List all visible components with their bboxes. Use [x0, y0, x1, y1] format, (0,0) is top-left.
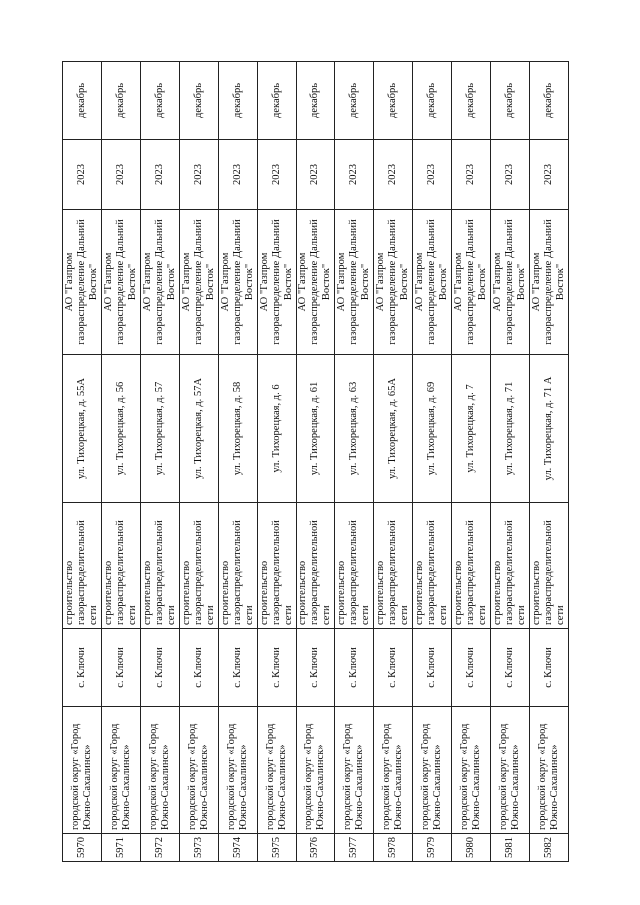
gas-network-table	[62, 61, 569, 862]
organization-cell: АО "Газпром газораспределение Дальний Восток"	[452, 210, 491, 355]
organization-cell: АО "Газпром газораспределение Дальний Восток"	[491, 210, 530, 355]
village-cell: с. Ключи	[491, 629, 530, 707]
rotated-table-wrapper	[62, 62, 569, 862]
year-cell: 2023	[179, 140, 218, 210]
row-number: 5977	[335, 834, 374, 862]
month-cell: декабрь	[257, 62, 296, 140]
municipality-cell: городской округ «Город Южно-Сахалинск»	[179, 707, 218, 834]
table-body	[63, 62, 569, 862]
organization-cell: АО "Газпром газораспределение Дальний Восток"	[296, 210, 335, 355]
month-cell: декабрь	[374, 62, 413, 140]
year-cell: 2023	[530, 140, 569, 210]
organization-cell: АО "Газпром газораспределение Дальний Восток"	[63, 210, 102, 355]
month-cell: декабрь	[140, 62, 179, 140]
work-type-cell: строительство газораспределительной сети	[530, 503, 569, 629]
address-cell: ул. Тихорецкая, д. 63	[335, 355, 374, 503]
municipality-cell: городской округ «Город Южно-Сахалинск»	[218, 707, 257, 834]
address-cell: ул. Тихорецкая, д. 7	[452, 355, 491, 503]
municipality-cell: городской округ «Город Южно-Сахалинск»	[140, 707, 179, 834]
year-cell: 2023	[296, 140, 335, 210]
municipality-cell: городской округ «Город Южно-Сахалинск»	[296, 707, 335, 834]
month-cell: декабрь	[491, 62, 530, 140]
village-cell: с. Ключи	[530, 629, 569, 707]
row-number: 5975	[257, 834, 296, 862]
month-cell: декабрь	[63, 62, 102, 140]
organization-cell: АО "Газпром газораспределение Дальний Восток"	[413, 210, 452, 355]
row-number: 5971	[101, 834, 140, 862]
table-row	[491, 62, 530, 862]
year-cell: 2023	[491, 140, 530, 210]
village-cell: с. Ключи	[335, 629, 374, 707]
table-row	[413, 62, 452, 862]
village-cell: с. Ключи	[63, 629, 102, 707]
table-row	[335, 62, 374, 862]
municipality-cell: городской округ «Город Южно-Сахалинск»	[257, 707, 296, 834]
row-number: 5980	[452, 834, 491, 862]
month-cell: декабрь	[335, 62, 374, 140]
row-number: 5981	[491, 834, 530, 862]
address-cell: ул. Тихорецкая, д. 69	[413, 355, 452, 503]
table-row	[257, 62, 296, 862]
organization-cell: АО "Газпром газораспределение Дальний Восток"	[257, 210, 296, 355]
year-cell: 2023	[257, 140, 296, 210]
row-number: 5976	[296, 834, 335, 862]
work-type-cell: строительство газораспределительной сети	[374, 503, 413, 629]
municipality-cell: городской округ «Город Южно-Сахалинск»	[335, 707, 374, 834]
work-type-cell: строительство газораспределительной сети	[452, 503, 491, 629]
work-type-cell: строительство газораспределительной сети	[296, 503, 335, 629]
municipality-cell: городской округ «Город Южно-Сахалинск»	[374, 707, 413, 834]
year-cell: 2023	[374, 140, 413, 210]
work-type-cell: строительство газораспределительной сети	[218, 503, 257, 629]
organization-cell: АО "Газпром газораспределение Дальний Восток"	[335, 210, 374, 355]
municipality-cell: городской округ «Город Южно-Сахалинск»	[63, 707, 102, 834]
row-number: 5970	[63, 834, 102, 862]
month-cell: декабрь	[179, 62, 218, 140]
table-row	[140, 62, 179, 862]
organization-cell: АО "Газпром газораспределение Дальний Восток"	[101, 210, 140, 355]
row-number: 5972	[140, 834, 179, 862]
row-number: 5979	[413, 834, 452, 862]
address-cell: ул. Тихорецкая, д. 57	[140, 355, 179, 503]
address-cell: ул. Тихорецкая, д. 56	[101, 355, 140, 503]
table-row	[63, 62, 102, 862]
village-cell: с. Ключи	[140, 629, 179, 707]
table-row	[374, 62, 413, 862]
work-type-cell: строительство газораспределительной сети	[257, 503, 296, 629]
village-cell: с. Ключи	[296, 629, 335, 707]
work-type-cell: строительство газораспределительной сети	[101, 503, 140, 629]
organization-cell: АО "Газпром газораспределение Дальний Восток"	[374, 210, 413, 355]
municipality-cell: городской округ «Город Южно-Сахалинск»	[413, 707, 452, 834]
village-cell: с. Ключи	[413, 629, 452, 707]
municipality-cell: городской округ «Город Южно-Сахалинск»	[452, 707, 491, 834]
year-cell: 2023	[101, 140, 140, 210]
municipality-cell: городской округ «Город Южно-Сахалинск»	[101, 707, 140, 834]
month-cell: декабрь	[413, 62, 452, 140]
work-type-cell: строительство газораспределительной сети	[335, 503, 374, 629]
address-cell: ул. Тихорецкая, д. 65А	[374, 355, 413, 503]
table-row	[218, 62, 257, 862]
village-cell: с. Ключи	[218, 629, 257, 707]
village-cell: с. Ключи	[374, 629, 413, 707]
table-row	[296, 62, 335, 862]
work-type-cell: строительство газораспределительной сети	[179, 503, 218, 629]
organization-cell: АО "Газпром газораспределение Дальний Восток"	[218, 210, 257, 355]
table-row	[179, 62, 218, 862]
row-number: 5974	[218, 834, 257, 862]
municipality-cell: городской округ «Город Южно-Сахалинск»	[491, 707, 530, 834]
village-cell: с. Ключи	[101, 629, 140, 707]
month-cell: декабрь	[296, 62, 335, 140]
address-cell: ул. Тихорецкая, д. 57А	[179, 355, 218, 503]
month-cell: декабрь	[101, 62, 140, 140]
table-row	[452, 62, 491, 862]
municipality-cell: городской округ «Город Южно-Сахалинск»	[530, 707, 569, 834]
address-cell: ул. Тихорецкая, д. 71 А	[530, 355, 569, 503]
village-cell: с. Ключи	[257, 629, 296, 707]
month-cell: декабрь	[218, 62, 257, 140]
address-cell: ул. Тихорецкая, д. 58	[218, 355, 257, 503]
work-type-cell: строительство газораспределительной сети	[140, 503, 179, 629]
month-cell: декабрь	[452, 62, 491, 140]
row-number: 5973	[179, 834, 218, 862]
address-cell: ул. Тихорецкая, д. 71	[491, 355, 530, 503]
address-cell: ул. Тихорецкая, д. 55А	[63, 355, 102, 503]
table-row	[101, 62, 140, 862]
year-cell: 2023	[63, 140, 102, 210]
row-number: 5978	[374, 834, 413, 862]
year-cell: 2023	[335, 140, 374, 210]
address-cell: ул. Тихорецкая, д. 61	[296, 355, 335, 503]
year-cell: 2023	[218, 140, 257, 210]
organization-cell: АО "Газпром газораспределение Дальний Восток"	[140, 210, 179, 355]
work-type-cell: строительство газораспределительной сети	[491, 503, 530, 629]
work-type-cell: строительство газораспределительной сети	[413, 503, 452, 629]
year-cell: 2023	[413, 140, 452, 210]
organization-cell: АО "Газпром газораспределение Дальний Восток"	[179, 210, 218, 355]
organization-cell: АО "Газпром газораспределение Дальний Восток"	[530, 210, 569, 355]
row-number: 5982	[530, 834, 569, 862]
table-row	[530, 62, 569, 862]
work-type-cell: строительство газораспределительной сети	[63, 503, 102, 629]
year-cell: 2023	[140, 140, 179, 210]
village-cell: с. Ключи	[452, 629, 491, 707]
village-cell: с. Ключи	[179, 629, 218, 707]
month-cell: декабрь	[530, 62, 569, 140]
address-cell: ул. Тихорецкая, д. 6	[257, 355, 296, 503]
year-cell: 2023	[452, 140, 491, 210]
